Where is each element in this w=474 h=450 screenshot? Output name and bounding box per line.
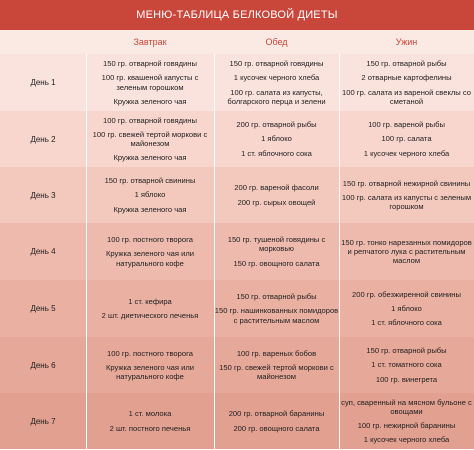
menu-entry: 1 кусочек черного хлеба xyxy=(363,435,450,445)
menu-entry: 150 гр. отварной рыбы xyxy=(236,292,317,302)
table-row xyxy=(0,111,474,168)
menu-entry: 1 ст. яблочного сока xyxy=(241,148,312,158)
menu-entry: 200 гр. отварной рыбы xyxy=(236,120,317,130)
menu-entry: 200 гр. вареной фасоли xyxy=(234,183,319,193)
menu-entry: 1 ст. яблочного сока xyxy=(371,318,442,328)
menu-entry: Кружка зеленого чая или натурального кофе xyxy=(105,249,195,268)
menu-entry: 150 гр. отварной нежирной свинины xyxy=(342,178,471,188)
menu-entry: 1 кусочек черного хлеба xyxy=(233,73,320,83)
menu-entry: 100 гр. салата из капусты с зеленым горошком xyxy=(341,192,472,212)
column-header-lunch: Обед xyxy=(265,37,288,47)
menu-entry: Кружка зеленого чая xyxy=(113,153,187,163)
dinner-cell xyxy=(339,54,474,111)
menu-entry: 200 гр. овощного салата xyxy=(233,423,320,433)
breakfast-cell xyxy=(86,223,214,280)
dinner-cell xyxy=(339,280,474,337)
menu-entry: 1 кусочек черного хлеба xyxy=(363,148,450,158)
menu-entry: 150 гр. овощного салата xyxy=(233,258,320,268)
menu-entry: 100 гр. вареных бобов xyxy=(236,348,317,358)
menu-entry: 150 гр. отварной рыбы xyxy=(366,346,447,356)
breakfast-cell xyxy=(86,167,214,223)
menu-entry: 100 гр. нежирной баранины xyxy=(357,421,456,430)
column-divider xyxy=(86,54,87,449)
column-header-dinner: Ужин xyxy=(395,37,418,47)
table-row xyxy=(0,280,474,338)
table-row xyxy=(0,167,474,224)
menu-entry: 2 шт. постного печенья xyxy=(109,423,191,433)
menu-entry: 100 гр. салата из вареной свеклы со сметаной xyxy=(342,87,471,106)
menu-entry: 150 гр. отварной свинины xyxy=(104,176,196,186)
menu-entry: 100 гр. винегрета xyxy=(375,374,438,384)
dinner-cell xyxy=(339,393,474,449)
menu-entry: 100 гр. вареной рыбы xyxy=(368,120,445,130)
menu-entry: 200 гр. обезжиренной свинины xyxy=(352,289,461,299)
menu-entry: 150 гр. тонко нарезанных помидоров и репчатого лука с растительным маслом xyxy=(341,237,472,266)
table-row xyxy=(0,54,474,112)
menu-entry: 100 гр. постного творога xyxy=(107,235,193,245)
breakfast-cell xyxy=(86,393,214,449)
menu-entry: 2 шт. диетического печенья xyxy=(101,311,199,320)
column-header-breakfast: Завтрак xyxy=(133,37,167,47)
menu-entry: Кружка зеленого чая xyxy=(113,204,187,214)
dinner-cell xyxy=(339,223,474,280)
table-title: МЕНЮ-ТАБЛИЦА БЕЛКОВОЙ ДИЕТЫ xyxy=(0,0,474,30)
dinner-cell xyxy=(339,167,474,223)
breakfast-cell xyxy=(86,111,214,167)
menu-entry: 150 гр. отварной говядины xyxy=(229,59,324,69)
menu-entry: 100 гр. квашеной капусты с зеленым горошком xyxy=(101,73,199,92)
column-header-row xyxy=(0,30,474,55)
menu-entry: 100 гр. салата xyxy=(381,134,432,144)
menu-entry: 150 гр. свежей тертой моркови с майонезом xyxy=(219,362,334,382)
table-row xyxy=(0,393,474,450)
lunch-cell xyxy=(214,223,339,280)
lunch-cell xyxy=(214,280,339,337)
breakfast-cell xyxy=(86,280,214,337)
menu-entry: 200 гр. сырых овощей xyxy=(237,197,316,207)
menu-entry: 1 ст. молока xyxy=(128,409,172,419)
menu-entry: 150 гр. отварной говядины xyxy=(103,59,197,69)
menu-entry: 150 гр. отварной рыбы xyxy=(366,59,447,69)
breakfast-cell xyxy=(86,337,214,393)
menu-entry: 100 гр. салата из капусты, болгарского перца и зелени xyxy=(227,87,326,106)
menu-entry: 100 гр. свежей тертой моркови с майонезом xyxy=(92,129,208,148)
day-label: День 5 xyxy=(30,304,56,313)
menu-entry: 1 яблоко xyxy=(134,190,166,200)
day-label: День 4 xyxy=(30,247,56,256)
day-label: День 1 xyxy=(30,78,56,87)
menu-entry: 150 гр. тушеной говядины с морковью xyxy=(227,235,326,254)
menu-entry: Кружка зеленого чая или натурального кофе xyxy=(105,362,195,382)
table-row xyxy=(0,223,474,281)
menu-entry: 1 яблоко xyxy=(391,303,422,313)
menu-entry: 200 гр. отварной баранины xyxy=(228,409,325,419)
menu-entry: 1 яблоко xyxy=(261,134,292,144)
menu-entry: 100 гр. отварной говядины xyxy=(103,115,197,125)
day-label: День 7 xyxy=(30,416,56,426)
menu-entry: 150 гр. нашинкованных помидоров с растительным маслом xyxy=(214,306,339,325)
lunch-cell xyxy=(214,337,339,393)
menu-entry: 1 ст. томатного сока xyxy=(371,360,442,370)
dinner-cell xyxy=(339,337,474,393)
breakfast-cell xyxy=(86,54,214,111)
menu-entry: 100 гр. постного творога xyxy=(107,348,193,358)
column-divider xyxy=(214,54,215,449)
lunch-cell xyxy=(214,54,339,111)
menu-entry: 1 ст. кефира xyxy=(128,296,172,306)
lunch-cell xyxy=(214,167,339,223)
menu-entry: 2 отварные картофелины xyxy=(361,73,452,83)
menu-entry: Кружка зеленого чая xyxy=(113,96,187,106)
column-divider xyxy=(339,54,340,449)
table-row xyxy=(0,337,474,394)
lunch-cell xyxy=(214,111,339,167)
menu-entry: суп, сваренный на мясном бульоне с овощами xyxy=(341,397,472,416)
dinner-cell xyxy=(339,111,474,167)
day-label: День 2 xyxy=(30,134,56,144)
day-label: День 3 xyxy=(30,190,56,200)
day-label: День 6 xyxy=(30,360,56,370)
lunch-cell xyxy=(214,393,339,449)
